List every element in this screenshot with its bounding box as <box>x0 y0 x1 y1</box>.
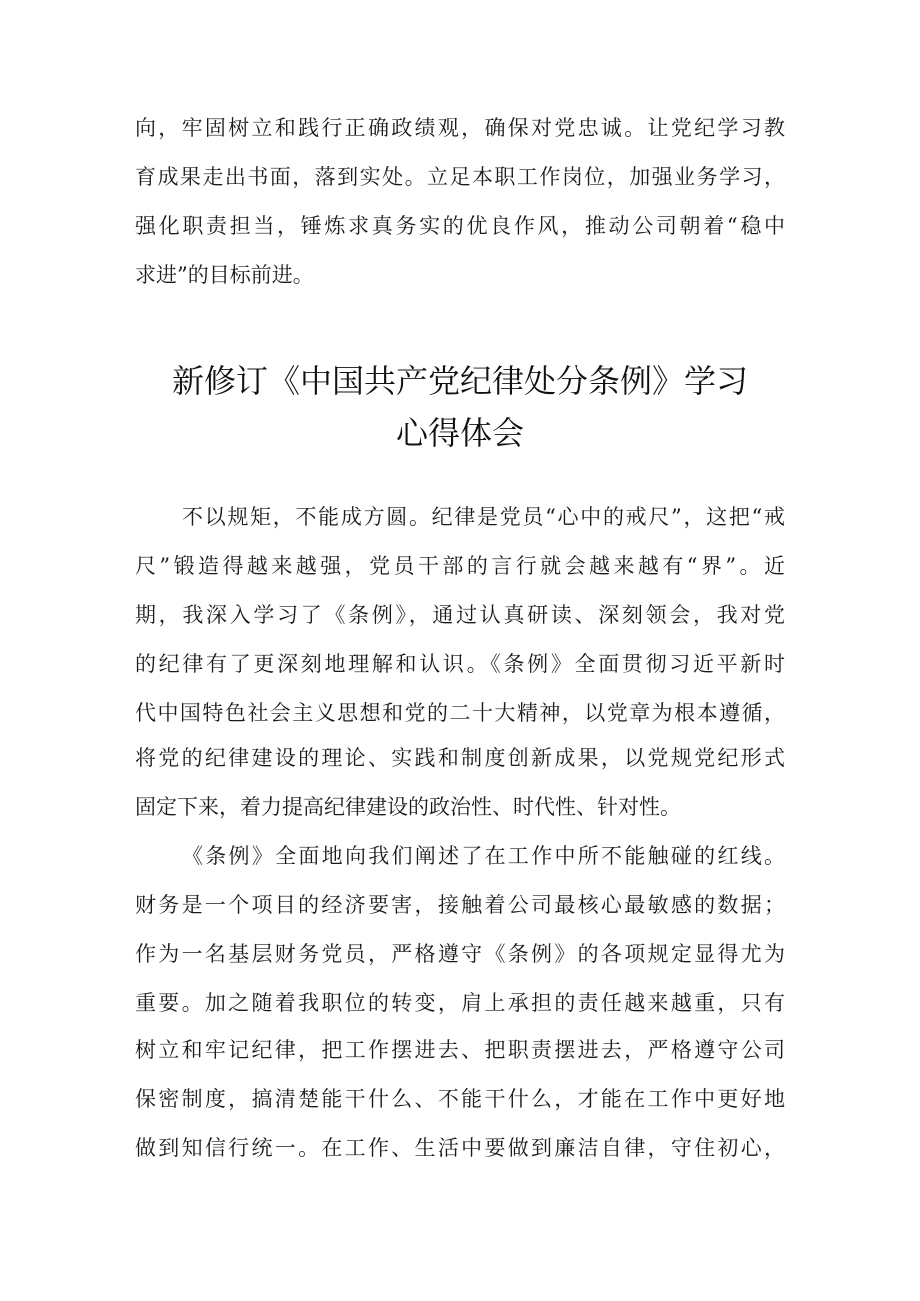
body-text-line: 向，牢固树立和践行正确政绩观，确保对党忠诚。让党纪学习教 <box>135 116 785 140</box>
body-text-line: 不以规矩，不能成方圆。纪律是党员“心中的戒尺”，这把“戒 <box>182 505 785 529</box>
body-text-line: 强化职责担当，锤炼求真务实的优良作风，推动公司朝着“稳中 <box>135 214 785 238</box>
body-text-line: 固定下来，着力提高纪律建设的政治性、时代性、针对性。 <box>135 795 681 819</box>
article-title-line-1: 新修订《中国共产党纪律处分条例》学习 <box>171 362 748 400</box>
body-text-line: 将党的纪律建设的理论、实践和制度创新成果，以党规党纪形式 <box>135 746 785 770</box>
body-text-line: 作为一名基层财务党员，严格遵守《条例》的各项规定显得尤为 <box>135 942 785 966</box>
body-text-line: 《条例》全面地向我们阐述了在工作中所不能触碰的红线。 <box>182 844 785 868</box>
body-text-line: 育成果走出书面，落到实处。立足本职工作岗位，加强业务学习， <box>135 165 785 189</box>
body-text-line: 尺”锻造得越来越强，党员干部的言行就会越来越有“界”。近 <box>135 554 785 578</box>
body-text-line: 树立和牢记纪律，把工作摆进去、把职责摆进去，严格遵守公司 <box>135 1038 785 1062</box>
body-text-line: 做到知信行统一。在工作、生活中要做到廉洁自律，守住初心， <box>135 1136 785 1160</box>
body-text-line: 的纪律有了更深刻地理解和认识。《条例》全面贯彻习近平新时 <box>135 652 785 676</box>
body-text-line: 保密制度，搞清楚能干什么、不能干什么，才能在工作中更好地 <box>135 1087 785 1111</box>
body-text-line: 重要。加之随着我职位的转变，肩上承担的责任越来越重，只有 <box>135 991 785 1015</box>
article-title-line-2: 心得体会 <box>395 414 524 452</box>
body-text-line: 代中国特色社会主义思想和党的二十大精神，以党章为根本遵循， <box>135 701 785 725</box>
body-text-line: 期，我深入学习了《条例》，通过认真研读、深刻领会，我对党 <box>135 603 785 627</box>
body-text-line: 财务是一个项目的经济要害，接触着公司最核心最敏感的数据； <box>135 893 785 917</box>
body-text-line: 求进”的目标前进。 <box>135 263 314 287</box>
